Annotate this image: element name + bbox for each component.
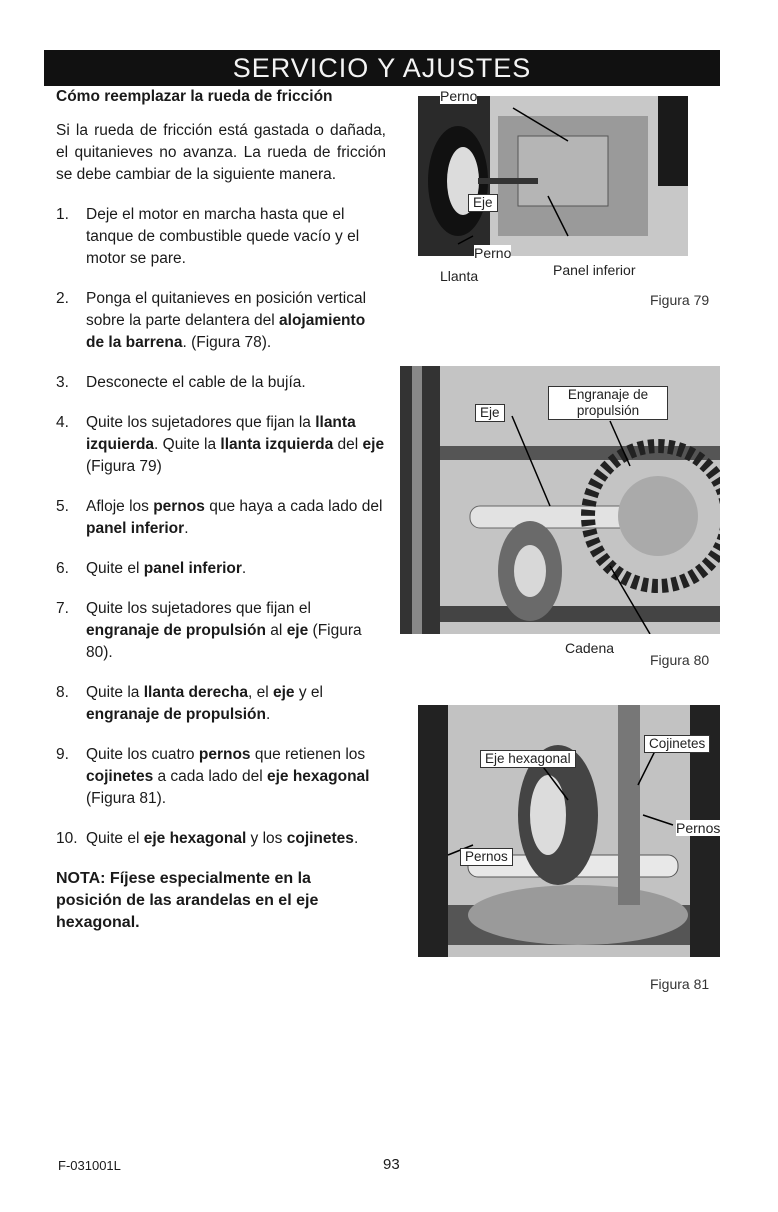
step-item <box>56 204 386 270</box>
step-segment: Quite los sujetadores que fijan el <box>86 600 311 617</box>
step-number: 9. <box>56 746 69 763</box>
step-number: 3. <box>56 374 69 391</box>
label-perno-bottom: Perno <box>474 245 512 261</box>
step-number: 1. <box>56 206 69 223</box>
page-number: 93 <box>383 1156 400 1173</box>
figure-80-photo <box>400 366 720 634</box>
step-text <box>86 412 386 478</box>
steps-list <box>56 204 386 850</box>
step-term: pernos <box>198 746 251 763</box>
figure-79-photo <box>418 96 688 256</box>
step-segment: Quite el <box>86 830 144 847</box>
step-term: cojinetes <box>286 830 354 847</box>
step-segment: Desconecte el cable de la bujía. <box>86 374 306 391</box>
step-term: panel inferior <box>143 560 242 577</box>
step-text <box>86 828 386 850</box>
label-engranaje-text: Engranaje de propulsión <box>567 387 649 418</box>
step-segment: y los <box>246 830 287 847</box>
step-segment: (Figura 81). <box>86 790 167 807</box>
step-text <box>86 558 386 580</box>
note-text: NOTA: Fíjese especialmente en la posición de las arandelas en el eje hexagonal. <box>56 870 319 931</box>
step-number: 2. <box>56 290 69 307</box>
step-number: 10. <box>56 830 78 847</box>
label-eje: Eje <box>468 194 498 212</box>
step-segment: , el <box>247 684 273 701</box>
step-item <box>56 288 386 354</box>
step-segment: Quite el <box>86 560 144 577</box>
step-text <box>86 288 386 354</box>
step-term: engranaje de propulsión <box>86 706 266 723</box>
step-number: 8. <box>56 684 69 701</box>
intro-paragraph: Si la rueda de fricción está gastada o dañada, el quitanieves no avanza. La rueda de fricción se debe cambiar de la siguiente manera. <box>56 122 386 183</box>
step-item <box>56 496 386 540</box>
figure-79-illustration <box>418 96 688 256</box>
label-llanta: Llanta <box>440 268 479 284</box>
label-pernos-right: Pernos <box>676 820 721 836</box>
step-text <box>86 496 386 540</box>
step-term: eje <box>272 684 295 701</box>
step-text <box>86 204 386 270</box>
step-term: cojinetes <box>86 768 154 785</box>
step-item <box>56 744 386 810</box>
step-segment: que haya a cada lado del <box>204 498 383 515</box>
step-term: eje <box>362 436 385 453</box>
step-item <box>56 372 386 394</box>
figure-81-photo <box>418 705 720 957</box>
step-text <box>86 682 386 726</box>
label-eje: Eje <box>475 404 505 422</box>
step-segment: . <box>266 706 271 723</box>
step-text <box>86 372 386 394</box>
step-term: eje <box>286 622 309 639</box>
step-segment: . <box>241 560 247 577</box>
caption-figura-79: Figura 79 <box>650 292 710 308</box>
step-segment: Ponga el quitanieves en posición vertical sobre la parte delantera del <box>86 290 367 329</box>
step-text <box>86 744 386 810</box>
label-panel-inferior: Panel inferior <box>553 262 636 278</box>
step-item <box>56 558 386 580</box>
step-item <box>56 412 386 478</box>
label-eje-hexagonal: Eje hexagonal <box>480 750 576 768</box>
step-number: 6. <box>56 560 69 577</box>
step-segment: . <box>184 520 189 537</box>
step-term: llanta izquierda <box>220 436 334 453</box>
step-segment: . Quite la <box>154 436 221 453</box>
step-segment: al <box>266 622 287 639</box>
step-number: 4. <box>56 414 69 431</box>
step-segment: Deje el motor en marcha hasta que el tanque de combustible quede vacío y el motor se pare. <box>86 206 360 267</box>
section-banner: SERVICIO Y AJUSTES <box>44 50 720 86</box>
step-segment: a cada lado del <box>153 768 267 785</box>
step-number: 5. <box>56 498 69 515</box>
caption-figura-81: Figura 81 <box>650 976 710 992</box>
label-engranaje <box>548 386 668 420</box>
step-segment: Quite los cuatro <box>86 746 199 763</box>
step-segment: que retienen los <box>250 746 366 763</box>
step-segment: . (Figura 78). <box>182 334 272 351</box>
step-term: alojamiento de la barrena <box>86 312 366 351</box>
step-term: pernos <box>153 498 205 515</box>
label-cadena: Cadena <box>565 640 615 656</box>
step-segment: del <box>333 436 363 453</box>
label-perno-top: Perno <box>440 88 478 104</box>
step-segment: Afloje los <box>86 498 154 515</box>
step-term: panel inferior <box>86 520 185 537</box>
step-number: 7. <box>56 600 69 617</box>
step-segment: Quite la <box>86 684 144 701</box>
step-term: llanta izquierda <box>86 414 356 453</box>
label-cojinetes: Cojinetes <box>644 735 710 753</box>
step-segment: y el <box>294 684 323 701</box>
section-heading: Cómo reemplazar la rueda de fricción <box>56 88 333 105</box>
step-term: llanta derecha <box>143 684 248 701</box>
step-term: eje hexagonal <box>143 830 247 847</box>
step-term: eje hexagonal <box>266 768 370 785</box>
step-segment: (Figura 79) <box>86 458 162 475</box>
step-item <box>56 828 386 850</box>
step-text <box>86 598 386 664</box>
caption-figura-80: Figura 80 <box>650 652 710 668</box>
step-item <box>56 598 386 664</box>
label-pernos-left: Pernos <box>460 848 513 866</box>
instructions-column <box>56 88 386 934</box>
step-term: engranaje de propulsión <box>86 622 266 639</box>
step-segment: . <box>353 830 359 847</box>
document-code: F-031001L <box>58 1158 121 1173</box>
step-segment: Quite los sujetadores que fijan la <box>86 414 316 431</box>
step-segment: (Figura 80). <box>86 622 362 661</box>
step-item <box>56 682 386 726</box>
